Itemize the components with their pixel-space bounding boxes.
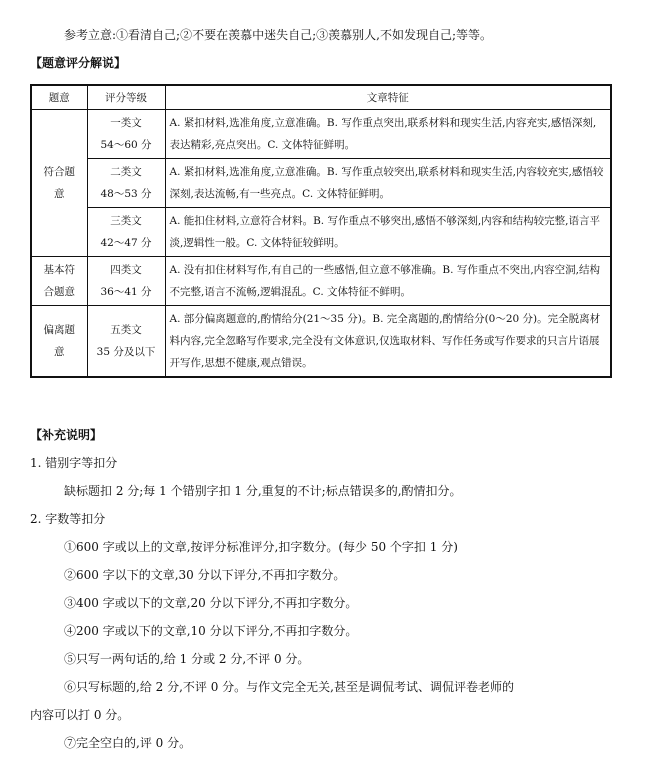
features-cell: A. 紧扣材料,选准角度,立意准确。B. 写作重点较突出,联系材料和现实生活,内容较充实,感悟较深刻,表达流畅,有一些亮点。C. 文体特征鲜明。	[165, 159, 611, 208]
grade-label: 二类文	[110, 166, 142, 178]
table-row	[31, 257, 611, 306]
score-range: 36～41 分	[100, 286, 152, 298]
score-range: 42～47 分	[100, 237, 152, 249]
section2-item: ①600 字或以上的文章,按评分标准评分,扣字数分。(每少 50 个字扣 1 分)	[64, 540, 458, 554]
features-cell: A. 紧扣材料,选准角度,立意准确。B. 写作重点突出,联系材料和现实生活,内容充实,感悟深刻,表达精彩,亮点突出。C. 文体特征鲜明。	[165, 110, 611, 159]
features-cell: A. 能扣住材料,立意符合材料。B. 写作重点不够突出,感悟不够深刻,内容和结构较完整,语言平淡,逻辑性一般。C. 文体特征较鲜明。	[165, 208, 611, 257]
score-range: 48～53 分	[100, 188, 152, 200]
table-row	[31, 110, 611, 159]
section2-item: ④200 字或以下的文章,10 分以下评分,不再扣字数分。	[64, 624, 358, 638]
supplement-heading: 【补充说明】	[30, 428, 103, 442]
topic-cell	[31, 306, 87, 378]
rubric-heading: 【题意评分解说】	[30, 56, 127, 70]
header-features: 文章特征	[165, 85, 611, 110]
topic-label: 基本符合题意	[43, 264, 75, 298]
table-header-row	[31, 85, 611, 110]
grade-cell	[87, 208, 165, 257]
table-row	[31, 208, 611, 257]
section2-item-continued: 内容可以打 0 分。	[30, 708, 130, 722]
grade-label: 三类文	[110, 215, 142, 227]
topic-cell	[31, 257, 87, 306]
section1-title: 1. 错别字等扣分	[30, 456, 118, 470]
grade-label: 四类文	[110, 264, 142, 276]
section2-item: ⑥只写标题的,给 2 分,不评 0 分。与作文完全无关,甚至是调侃考试、调侃评卷老师的	[64, 680, 514, 694]
table-row	[31, 159, 611, 208]
header-topic: 题意	[31, 85, 87, 110]
topic-cell	[31, 110, 87, 257]
grade-label: 五类文	[110, 324, 142, 336]
grade-cell	[87, 110, 165, 159]
table-row	[31, 306, 611, 378]
features-cell: A. 没有扣住材料写作,有自己的一些感悟,但立意不够准确。B. 写作重点不突出,内容空洞,结构不完整,语言不流畅,逻辑混乱。C. 文体特征不鲜明。	[165, 257, 611, 306]
header-grade: 评分等级	[87, 85, 165, 110]
section2-title: 2. 字数等扣分	[30, 512, 106, 526]
score-range: 54～60 分	[100, 139, 152, 151]
rubric-table	[30, 84, 612, 378]
grade-cell	[87, 257, 165, 306]
section2-item: ③400 字或以下的文章,20 分以下评分,不再扣字数分。	[64, 596, 358, 610]
topic-label: 符合题意	[43, 166, 75, 200]
section1-text: 缺标题扣 2 分;每 1 个错别字扣 1 分,重复的不计;标点错误多的,酌情扣分。	[64, 484, 462, 498]
section2-item: ⑤只写一两句话的,给 1 分或 2 分,不评 0 分。	[64, 652, 310, 666]
section2-item: ②600 字以下的文章,30 分以下评分,不再扣字数分。	[64, 568, 346, 582]
score-range: 35 分及以下	[96, 346, 156, 358]
grade-label: 一类文	[110, 117, 142, 129]
intro-text: 参考立意:①看清自己;②不要在羡慕中迷失自己;③羡慕别人,不如发现自己;等等。	[64, 28, 492, 42]
features-cell: A. 部分偏离题意的,酌情给分(21～35 分)。B. 完全离题的,酌情给分(0～20 分)。完全脱离材料内容,完全忽略写作要求,完全没有文体意识,仅选取材料、写作任务或写作要求的只言片语展开写作,思想不健康,观点错误。	[165, 306, 611, 378]
topic-label: 偏离题意	[43, 324, 75, 358]
grade-cell	[87, 306, 165, 378]
section2-item: ⑦完全空白的,评 0 分。	[64, 736, 192, 750]
grade-cell	[87, 159, 165, 208]
